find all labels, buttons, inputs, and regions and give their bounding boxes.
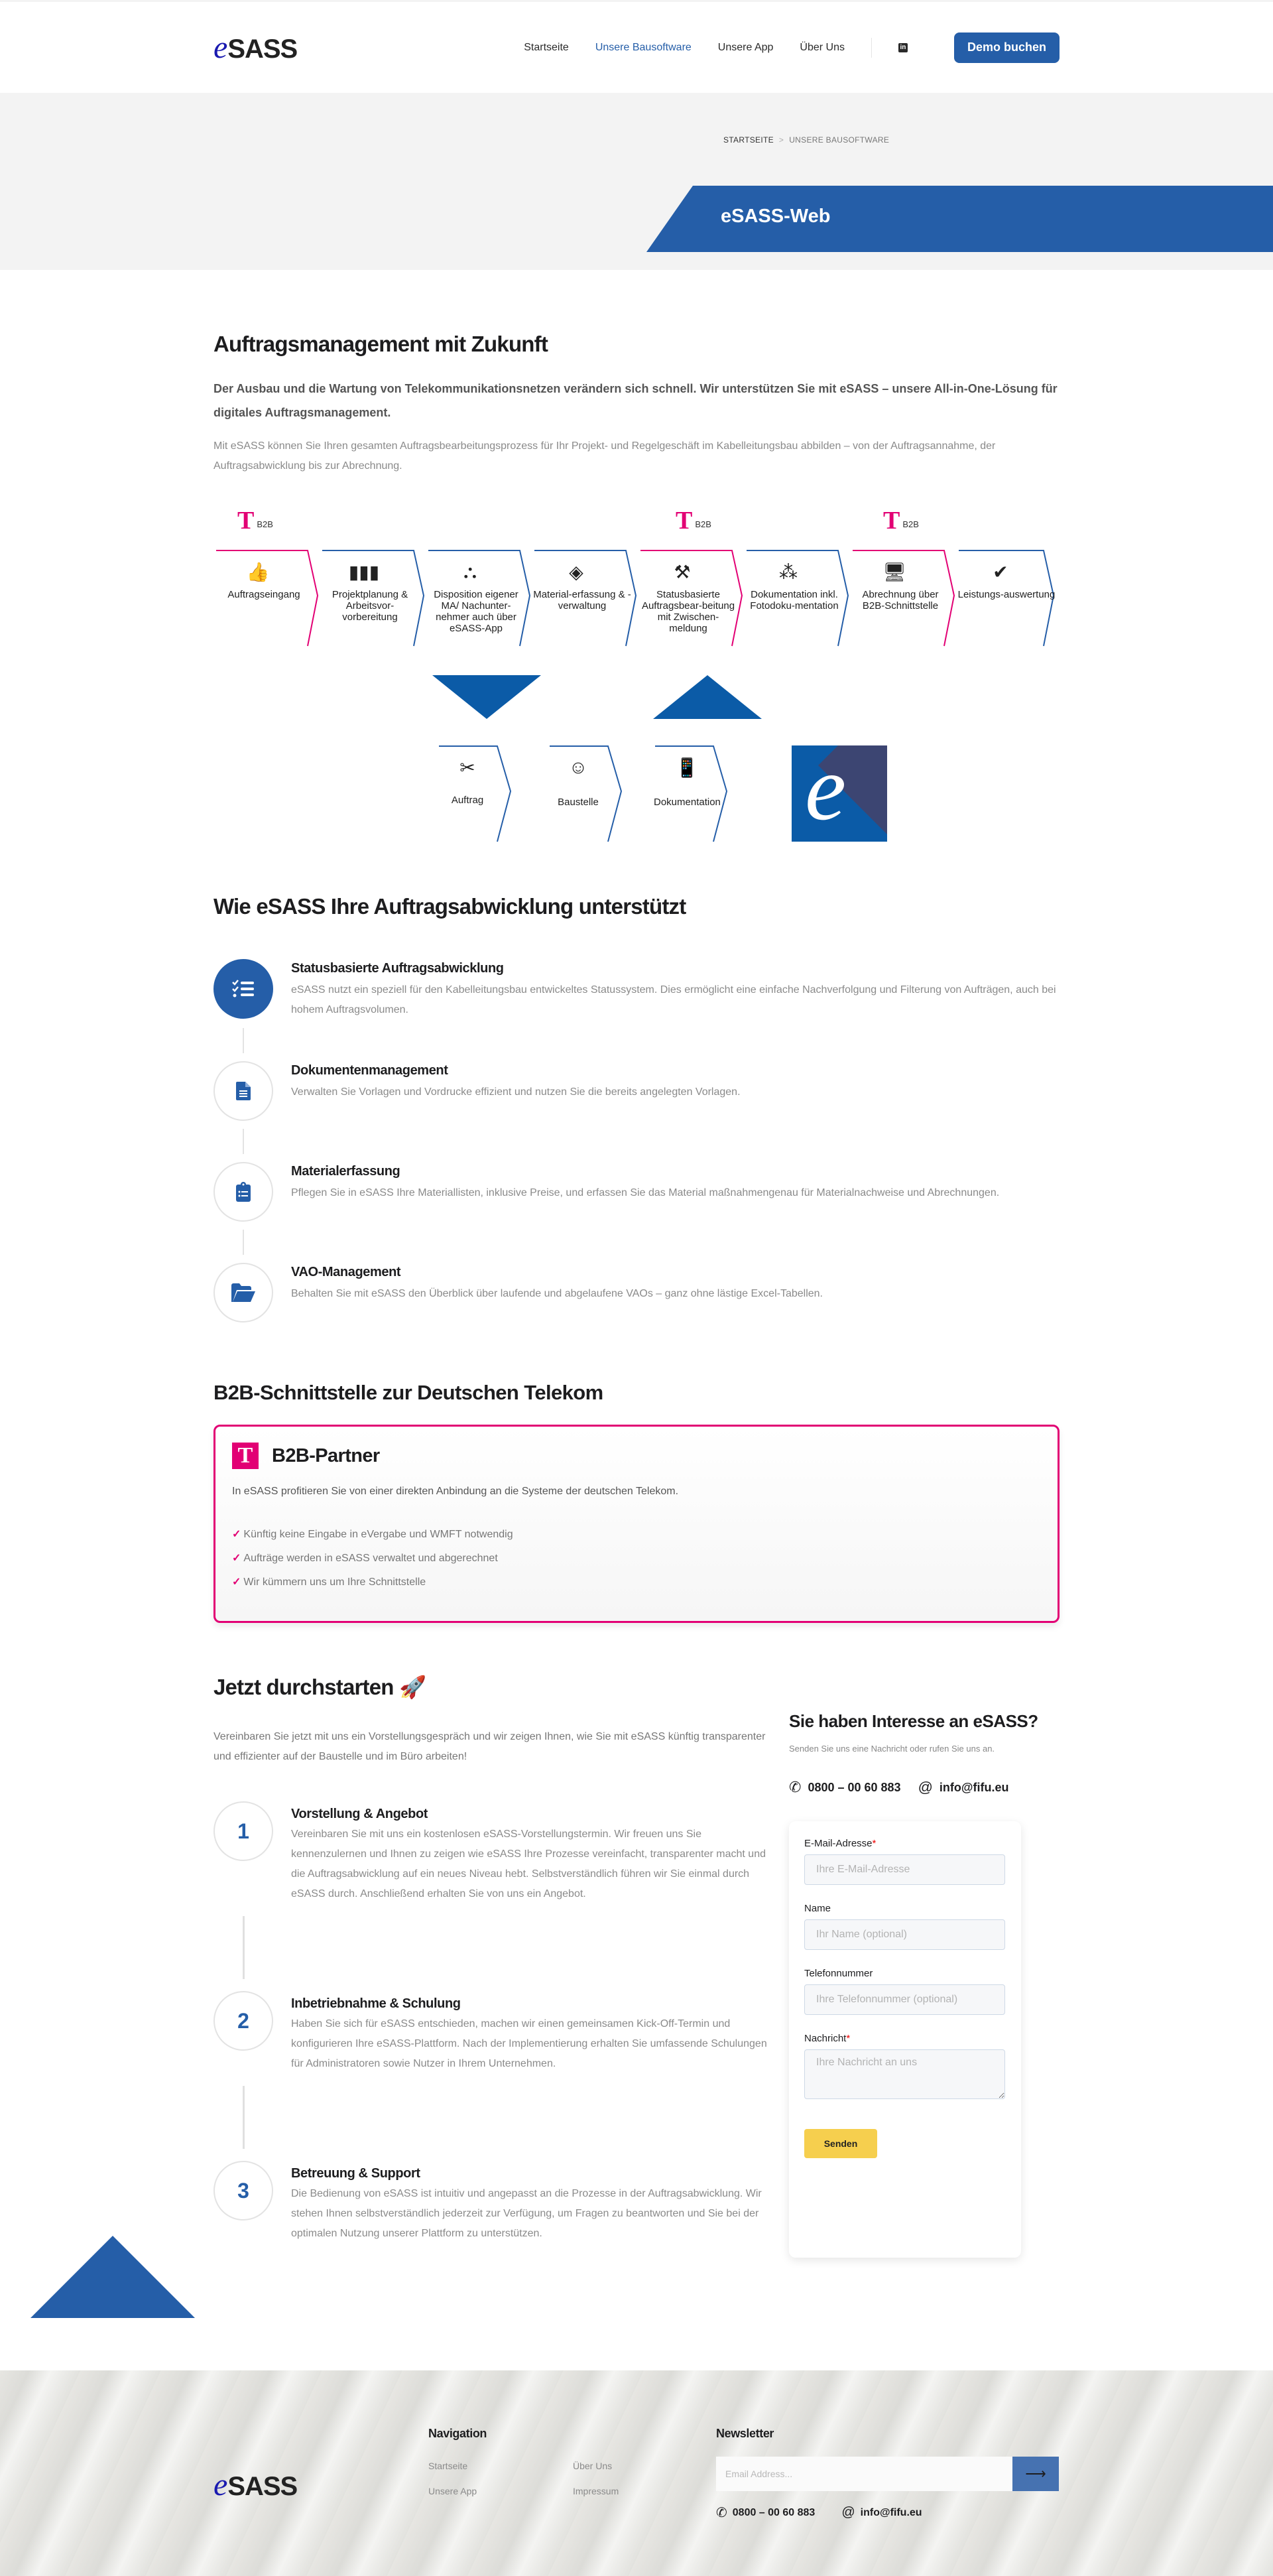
b2b-partner-card: [213, 1425, 1060, 1623]
phone-field[interactable]: [804, 1984, 1005, 2015]
step-text: Haben Sie sich für eSASS entschieden, machen wir einen gemeinsamen Kick-Off-Termin und konfigurieren Ihre eSASS-Plattform. Nach der Implementierung erhalten Sie umfassende Schulungen für Administratoren sowie Nutzer in Ihrem Unternehmen.: [291, 2018, 767, 2069]
process-diagram: [213, 509, 1060, 841]
send-button[interactable]: Senden: [804, 2129, 877, 2158]
feature-text: Pflegen Sie in eSASS Ihre Materiallisten, inklusive Preise, und erfassen Sie das Material maßnahmengenau für Materialnachweise und Abrechnungen.: [291, 1187, 1000, 1198]
telekom-logo-icon: T: [232, 1443, 259, 1469]
telekom-b2b-logo: T B2B: [237, 507, 273, 535]
start-intro: Vereinbaren Sie jetzt mit uns ein Vorstellungsgespräch und wir zeigen Ihnen, wie Sie mit eSASS künftig transparenter und effizienter auf der Baustelle und im Büro arbeiten!: [213, 1731, 766, 1762]
app-triangle: [432, 675, 605, 719]
b2b-bullet: ✓ Künftig keine Eingabe in eVergabe und WMFT notwendig: [232, 1529, 513, 1540]
timeline-connector: [243, 1916, 245, 1979]
process-step-app-baustelle: ☺ Baustelle: [548, 745, 654, 844]
onboarding-step: [213, 2161, 770, 2244]
b2b-card-title: B2B-Partner: [272, 1445, 380, 1466]
check-icon: ✓: [232, 1577, 241, 1588]
logo-e: e: [213, 30, 227, 65]
contact-title: Sie haben Interesse an eSASS?: [789, 1711, 1038, 1731]
newsletter-title: Newsletter: [716, 2427, 774, 2440]
timeline-connector: [243, 1230, 244, 1255]
tools-icon: ✂: [459, 757, 475, 778]
contact-form: [789, 1821, 1021, 2258]
feature-list: [213, 959, 1060, 1322]
logo-text: SASS: [227, 34, 298, 64]
contact-subtitle: Senden Sie uns eine Nachricht oder rufen Sie uns an.: [789, 1744, 995, 1754]
phone-icon: ✆: [716, 2506, 727, 2520]
footer-navigation: [428, 2427, 639, 2496]
newsletter-email-input[interactable]: [716, 2457, 1012, 2491]
feature-item: [213, 1263, 1060, 1322]
check-icon: ✓: [232, 1553, 241, 1564]
nav-unsere-app[interactable]: Unsere App: [717, 41, 774, 53]
nav-ueber-uns[interactable]: Über Uns: [800, 41, 845, 53]
features-section: [213, 894, 1060, 1322]
footer-link-impressum[interactable]: Impressum: [573, 2486, 619, 2496]
main-nav: [497, 32, 1060, 63]
phone-label: Telefonnummer: [804, 1968, 873, 1979]
nav-unsere-bausoftware[interactable]: Unsere Bausoftware: [595, 41, 692, 53]
contact-panel: [789, 1675, 1054, 2258]
process-step-materialerfassung: ◈ Material-erfassung & -verwaltung: [533, 549, 639, 649]
breadcrumb-chevron-icon: >: [778, 135, 784, 145]
footer-phone[interactable]: 0800 – 00 60 883: [732, 2506, 816, 2518]
step-title: Betreuung & Support: [291, 2166, 420, 2181]
b2b-intro: In eSASS profitieren Sie von einer direkten Anbindung an die Systeme der deutschen Telekom.: [232, 1486, 679, 1497]
process-step-leistungsauswertung: ✔ Leistungs-auswertung: [957, 549, 1063, 649]
checklist-icon: [213, 959, 273, 1019]
demo-buchen-button[interactable]: Demo buchen: [954, 32, 1060, 63]
intro-section: [213, 270, 1060, 476]
email-label: E-Mail-Adresse*: [804, 1838, 877, 1849]
footer-link-startseite[interactable]: Startseite: [428, 2461, 468, 2471]
site-footer: [0, 2370, 1273, 2576]
timeline-connector: [243, 1028, 244, 1053]
folder-open-icon: [213, 1263, 273, 1322]
feature-title: Statusbasierte Auftragsabwicklung: [291, 961, 504, 976]
telekom-b2b-logo: T B2B: [676, 507, 711, 535]
rocket-icon: 🚀: [399, 1675, 426, 1699]
layers-icon: ◈: [569, 562, 583, 582]
phone-icon: ✆: [789, 1779, 802, 1795]
feature-text: eSASS nutzt ein speziell für den Kabelleitungsbau entwickeltes Statussystem. Dies ermöglicht eine einfache Nachverfolgung und Filterung von Aufträgen, auch bei hohem Auftragsvolumen.: [291, 984, 1056, 1015]
onboarding-step: [213, 1801, 770, 1904]
process-step-web-dokumentation: 📱 Dokumentation: [654, 745, 760, 844]
app-label: APP: [585, 686, 605, 696]
email-field[interactable]: [804, 1854, 1005, 1885]
footer-nav-title: Navigation: [428, 2427, 487, 2440]
name-label: Name: [804, 1903, 831, 1914]
web-triangle: [653, 675, 827, 719]
process-step-projektplanung: ▮▮▮ Projektplanung & Arbeitsvor-vorbereitung: [321, 549, 427, 649]
footer-newsletter: [716, 2427, 1059, 2521]
step-title: Inbetriebnahme & Schulung: [291, 1996, 461, 2011]
telekom-b2b-logo: T B2B: [883, 507, 919, 535]
nav-divider: [871, 38, 872, 58]
feature-title: Materialerfassung: [291, 1164, 400, 1179]
worker-wrench-icon: ⚒: [674, 562, 691, 582]
newsletter-submit-button[interactable]: [1012, 2457, 1059, 2491]
breadcrumb-current: UNSERE BAUSOFTWARE: [789, 135, 890, 145]
footer-email[interactable]: info@fifu.eu: [860, 2506, 922, 2518]
step-number: 1: [213, 1801, 273, 1861]
decorative-triangle: [30, 2236, 195, 2318]
b2b-bullet-list: [232, 1523, 1041, 1594]
message-field[interactable]: [804, 2049, 1005, 2099]
footer-contact: [716, 2504, 1059, 2521]
breadcrumb-startseite[interactable]: STARTSEITE: [723, 135, 774, 145]
onboarding-step: [213, 1991, 770, 2074]
intro-title: Auftragsmanagement mit Zukunft: [213, 332, 548, 356]
contact-email[interactable]: info@fifu.eu: [939, 1780, 1009, 1794]
intro-text: Mit eSASS können Sie Ihren gesamten Auftragsbearbeitungsprozess für Ihr Projekt- und Regelgeschäft im Kabelleitungsbau abbilden – von der Auftragsannahme, der Auftragsabwicklung bis zur Abrechnung.: [213, 440, 996, 472]
network-nodes-icon: ⁂: [779, 562, 798, 582]
message-label: Nachricht*: [804, 2033, 851, 2044]
linkedin-icon[interactable]: in: [898, 43, 908, 52]
b2b-section: [213, 1381, 1060, 1623]
process-step-auftragseingang: 👍 Auftragseingang: [215, 549, 321, 649]
page-hero: [0, 93, 1273, 270]
intro-lead: Der Ausbau und die Wartung von Telekommunikationsnetzen verändern sich schnell. Wir unterstützen Sie mit eSASS – unsere All-in-One-Lösung für digitales Auftragsmanagement.: [213, 382, 1058, 419]
onboarding-steps: [213, 1801, 770, 2244]
breadcrumb: [723, 135, 889, 145]
features-title: Wie eSASS Ihre Auftragsabwicklung unterstützt: [213, 894, 686, 919]
check-circle-icon: ✔: [993, 562, 1008, 582]
email-icon: @: [841, 2505, 855, 2520]
binders-icon: ▮▮▮: [348, 562, 380, 582]
feature-text: Behalten Sie mit eSASS den Überblick über laufende und abgelaufene VAOs – ganz ohne lästige Excel-Tabellen.: [291, 1288, 823, 1299]
contact-phone[interactable]: 0800 – 00 60 883: [808, 1780, 901, 1794]
timeline-connector: [243, 1129, 244, 1154]
mobile-sync-icon: 📱: [675, 757, 699, 778]
process-step-disposition: ⛬ Disposition eigener MA/ Nachunter-nehmer auch über eSASS-App: [427, 549, 533, 649]
process-step-statusbasierte-bearbeitung: ⚒ Statusbasierte Auftragsbear-beitung mit Zwischen-meldung: [639, 549, 745, 649]
step-title: Vorstellung & Angebot: [291, 1807, 428, 1821]
process-step-app-auftrag: ✂ Auftrag: [438, 745, 544, 844]
name-field[interactable]: [804, 1919, 1005, 1950]
footer-logo[interactable]: e SASS: [213, 2467, 298, 2502]
feature-title: Dokumentenmanagement: [291, 1063, 448, 1078]
email-icon: @: [918, 1779, 933, 1795]
clipboard-list-icon: [213, 1162, 273, 1222]
start-title: Jetzt durchstarten 🚀: [213, 1675, 426, 1699]
nav-startseite[interactable]: Startseite: [524, 41, 569, 53]
arrow-right-icon: ⟶: [1025, 2465, 1046, 2482]
process-step-abrechnung: 🖥 Abrechnung über B2B-Schnittstelle: [851, 549, 957, 649]
esass-app-logo: e: [792, 745, 887, 842]
get-started-section: [213, 1675, 1060, 2258]
contact-info: [789, 1779, 1054, 1796]
org-chart-icon: ⛬: [463, 561, 477, 582]
step-text: Die Bedienung von eSASS ist intuitiv und angepasst an die Prozesse in der Auftragsabwicklung. Wir stehen Ihnen selbstverständlich jederzeit zur Verfügung, um Fragen zu beantworten und Sie bei der optimalen Nutzung unserer Plattform zu unterstützen.: [291, 2188, 762, 2239]
process-step-dokumentation: ⁂ Dokumentation inkl. Fotodoku-mentation: [745, 549, 851, 649]
step-number: 2: [213, 1991, 273, 2051]
b2b-bullet: ✓ Aufträge werden in eSASS verwaltet und abgerechnet: [232, 1553, 498, 1564]
feature-item: [213, 1061, 1060, 1121]
footer-link-ueber-uns[interactable]: Über Uns: [573, 2461, 613, 2471]
check-icon: ✓: [232, 1529, 241, 1540]
thumbs-up-icon: 👍: [246, 562, 270, 582]
document-icon: [213, 1061, 273, 1121]
web-label: WEB: [805, 699, 827, 710]
step-text: Vereinbaren Sie mit uns ein kostenlosen eSASS-Vorstellungstermin. Wir freuen uns Sie kennenzulernen und Ihnen zu zeigen wie eSASS Ihre Prozesse vereinfacht, transparenter macht und die Auftragsabwicklung auf ein neues Niveau hebt. Selbstverständlich führen wir Sie einmal durch eSASS durch. Anschließend erhalten Sie von uns ein Angebot.: [291, 1829, 766, 1900]
b2b-bullet: ✓ Wir kümmern uns um Ihre Schnittstelle: [232, 1577, 426, 1588]
worker-helmet-icon: ☺: [568, 757, 588, 777]
site-logo[interactable]: [213, 29, 297, 66]
step-number: 3: [213, 2161, 273, 2221]
feature-title: VAO-Management: [291, 1265, 401, 1279]
site-header: [0, 0, 1273, 93]
page-title: eSASS-Web: [721, 206, 831, 227]
b2b-title: B2B-Schnittstelle zur Deutschen Telekom: [213, 1381, 603, 1404]
devices-icon: 🖥: [882, 562, 906, 582]
feature-text: Verwalten Sie Vorlagen und Vordrucke effizient und nutzen Sie die bereits angelegten Vorlagen.: [291, 1086, 741, 1098]
feature-item: [213, 959, 1060, 1020]
feature-item: [213, 1162, 1060, 1222]
footer-link-unsere-app[interactable]: Unsere App: [428, 2486, 477, 2496]
timeline-connector: [243, 2086, 245, 2149]
